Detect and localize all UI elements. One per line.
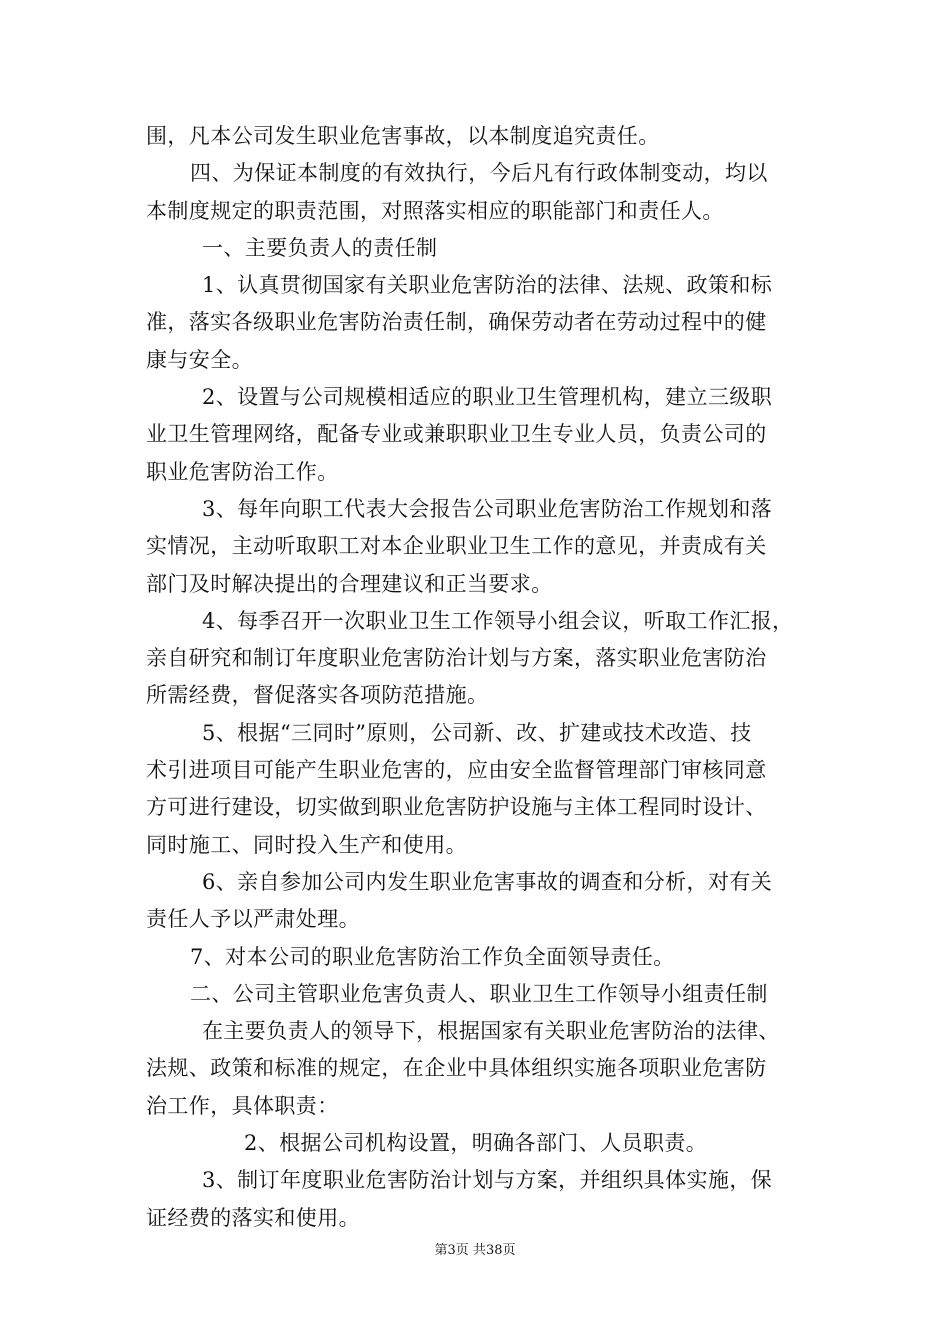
text-line: 业卫生管理网络，配备专业或兼职职业卫生专业人员，负责公司的 [146,422,767,447]
text-line: 治工作，具体职责： [146,1093,339,1118]
text-line: 方可进行建设，切实做到职业危害防护设施与主体工程同时设计、 [146,795,767,820]
text-line: 同时施工、同时投入生产和使用。 [146,832,467,857]
text-line: 部门及时解决提出的合理建议和正当要求。 [146,571,553,596]
text-line: 职业危害防治工作。 [146,459,339,484]
text-line: 在主要负责人的领导下，根据国家有关职业危害防治的法律、 [202,1019,780,1044]
text-line: 4、每季召开一次职业卫生工作领导小组会议，听取工作汇报， [202,608,794,633]
text-line: 所需经费，督促落实各项防范措施。 [146,683,489,708]
text-line: 3、每年向职工代表大会报告公司职业危害防治工作规划和落 [202,496,773,521]
document-body [146,118,811,1237]
text-line: 实情况，主动听取职工对本企业职业卫生工作的意见，并责成有关 [146,534,767,559]
page-footer [0,1242,950,1260]
page-label-middle: 页 共 [455,1243,486,1258]
text-line: 5、根据“三同时”原则，公司新、改、扩建或技术改造、技 [202,720,752,745]
text-line: 术引进项目可能产生职业危害的，应由安全监督管理部门审核同意 [146,758,767,783]
section-heading: 一、主要负责人的责任制 [202,235,438,260]
text-line: 责任人予以严肃处理。 [146,907,360,932]
text-line: 四、为保证本制度的有效执行，今后凡有行政体制变动，均以 [190,161,768,186]
text-line: 准，落实各级职业危害防治责任制，确保劳动者在劳动过程中的健 [146,310,767,335]
page-number: 3 [447,1243,456,1258]
text-line: 6、亲自参加公司内发生职业危害事故的调查和分析，对有关 [202,869,773,894]
text-line: 1、认真贯彻国家有关职业危害防治的法律、法规、政策和标 [202,273,773,298]
text-line: 康与安全。 [146,347,253,372]
text-line: 3、制订年度职业危害防治计划与方案，并组织具体实施，保 [202,1168,773,1193]
total-pages: 38 [485,1243,503,1258]
text-line: 2、设置与公司规模相适应的职业卫生管理机构，建立三级职 [202,385,773,410]
text-line: 本制度规定的职责范围，对照落实相应的职能部门和责任人。 [146,198,724,223]
text-line: 7、对本公司的职业危害防治工作负全面领导责任。 [190,944,675,969]
page-label-prefix: 第 [434,1243,448,1258]
text-line: 2、根据公司机构设置，明确各部门、人员职责。 [244,1131,708,1156]
text-line: 围，凡本公司发生职业危害事故，以本制度追究责任。 [146,124,660,148]
text-line: 法规、政策和标准的规定，在企业中具体组织实施各项职业危害防 [146,1056,767,1081]
text-line: 亲自研究和制订年度职业危害防治计划与方案，落实职业危害防治 [146,646,767,671]
text-line: 证经费的落实和使用。 [146,1205,360,1230]
page-label-suffix: 页 [502,1243,516,1258]
section-heading: 二、公司主管职业危害负责人、职业卫生工作领导小组责任制 [190,981,768,1006]
